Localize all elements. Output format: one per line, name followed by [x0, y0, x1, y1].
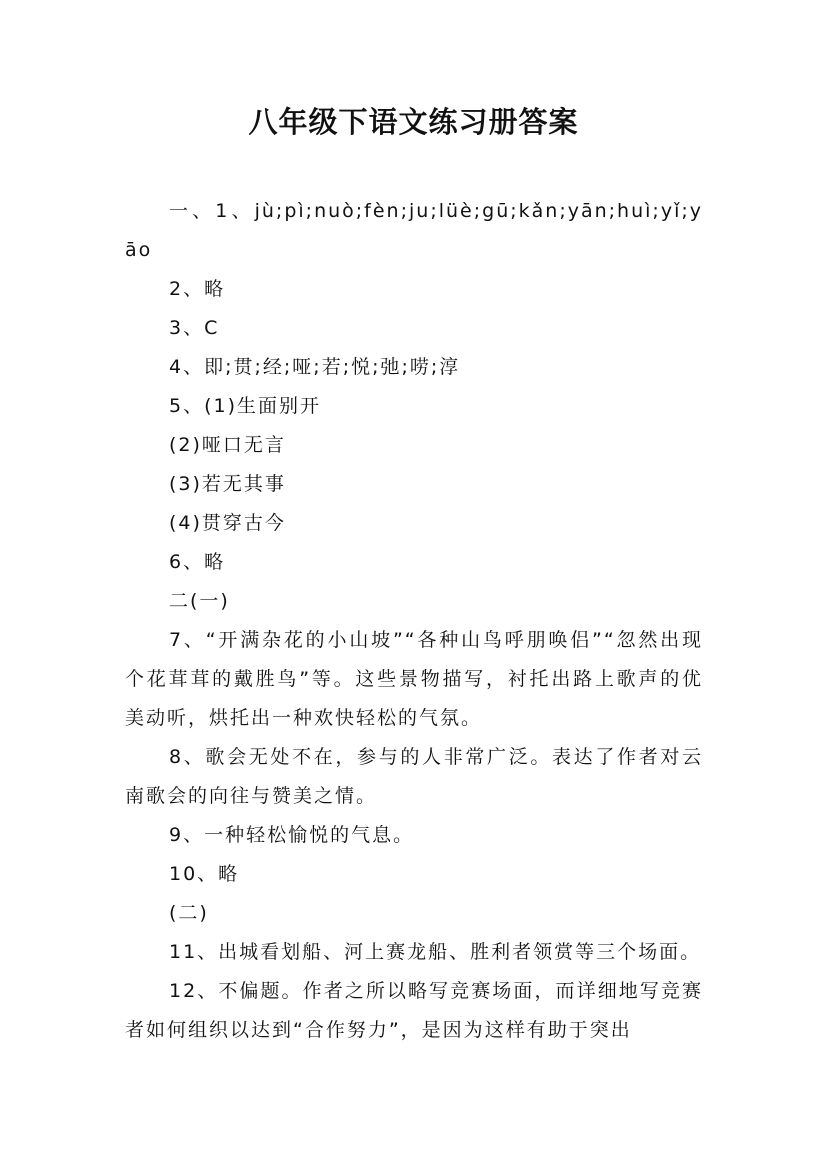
answer-paragraph: 5、(1)生面别开 [169, 395, 322, 417]
answer-paragraph: 12、不偏题。作者之所以略写竞赛场面，而详细地写竞赛者如何组织以达到“合作努力”，是因为这样有助于突出 [125, 980, 703, 1041]
answer-paragraph: (2)哑口无言 [169, 434, 286, 456]
answer-paragraph: (4)贯穿古今 [169, 512, 286, 534]
answer-paragraph: 11、出城看划船、河上赛龙船、胜利者领赏等三个场面。 [169, 941, 702, 963]
answer-paragraph: 10、略 [169, 863, 240, 885]
document-body [125, 192, 703, 1050]
answer-paragraph: 9、一种轻松愉悦的气息。 [169, 824, 415, 846]
section-heading: 二(一) [169, 590, 230, 612]
answer-paragraph: 8、歌会无处不在，参与的人非常广泛。表达了作者对云南歌会的向往与赞美之情。 [125, 746, 703, 807]
answer-paragraph: 7、“开满杂花的小山坡”“各种山鸟呼朋唤侣”“忽然出现个花茸茸的戴胜鸟”等。这些景物描写，衬托出路上歌声的优美动听，烘托出一种欢快轻松的气氛。 [125, 629, 703, 729]
answer-paragraph: 4、即;贯;经;哑;若;悦;弛;唠;淳 [169, 356, 461, 378]
document-title: 八年级下语文练习册答案 [248, 105, 579, 139]
answer-paragraph: 2、略 [169, 278, 226, 300]
answer-paragraph: 6、略 [169, 551, 226, 573]
answer-paragraph: (3)若无其事 [169, 473, 286, 495]
section-heading: (二) [169, 902, 209, 924]
answer-paragraph: 3、C [169, 317, 220, 339]
answer-paragraph: 一、1、jù;pì;nuò;fèn;ju;lüè;gū;kǎn;yān;huì;yǐ;yāo [125, 200, 703, 261]
